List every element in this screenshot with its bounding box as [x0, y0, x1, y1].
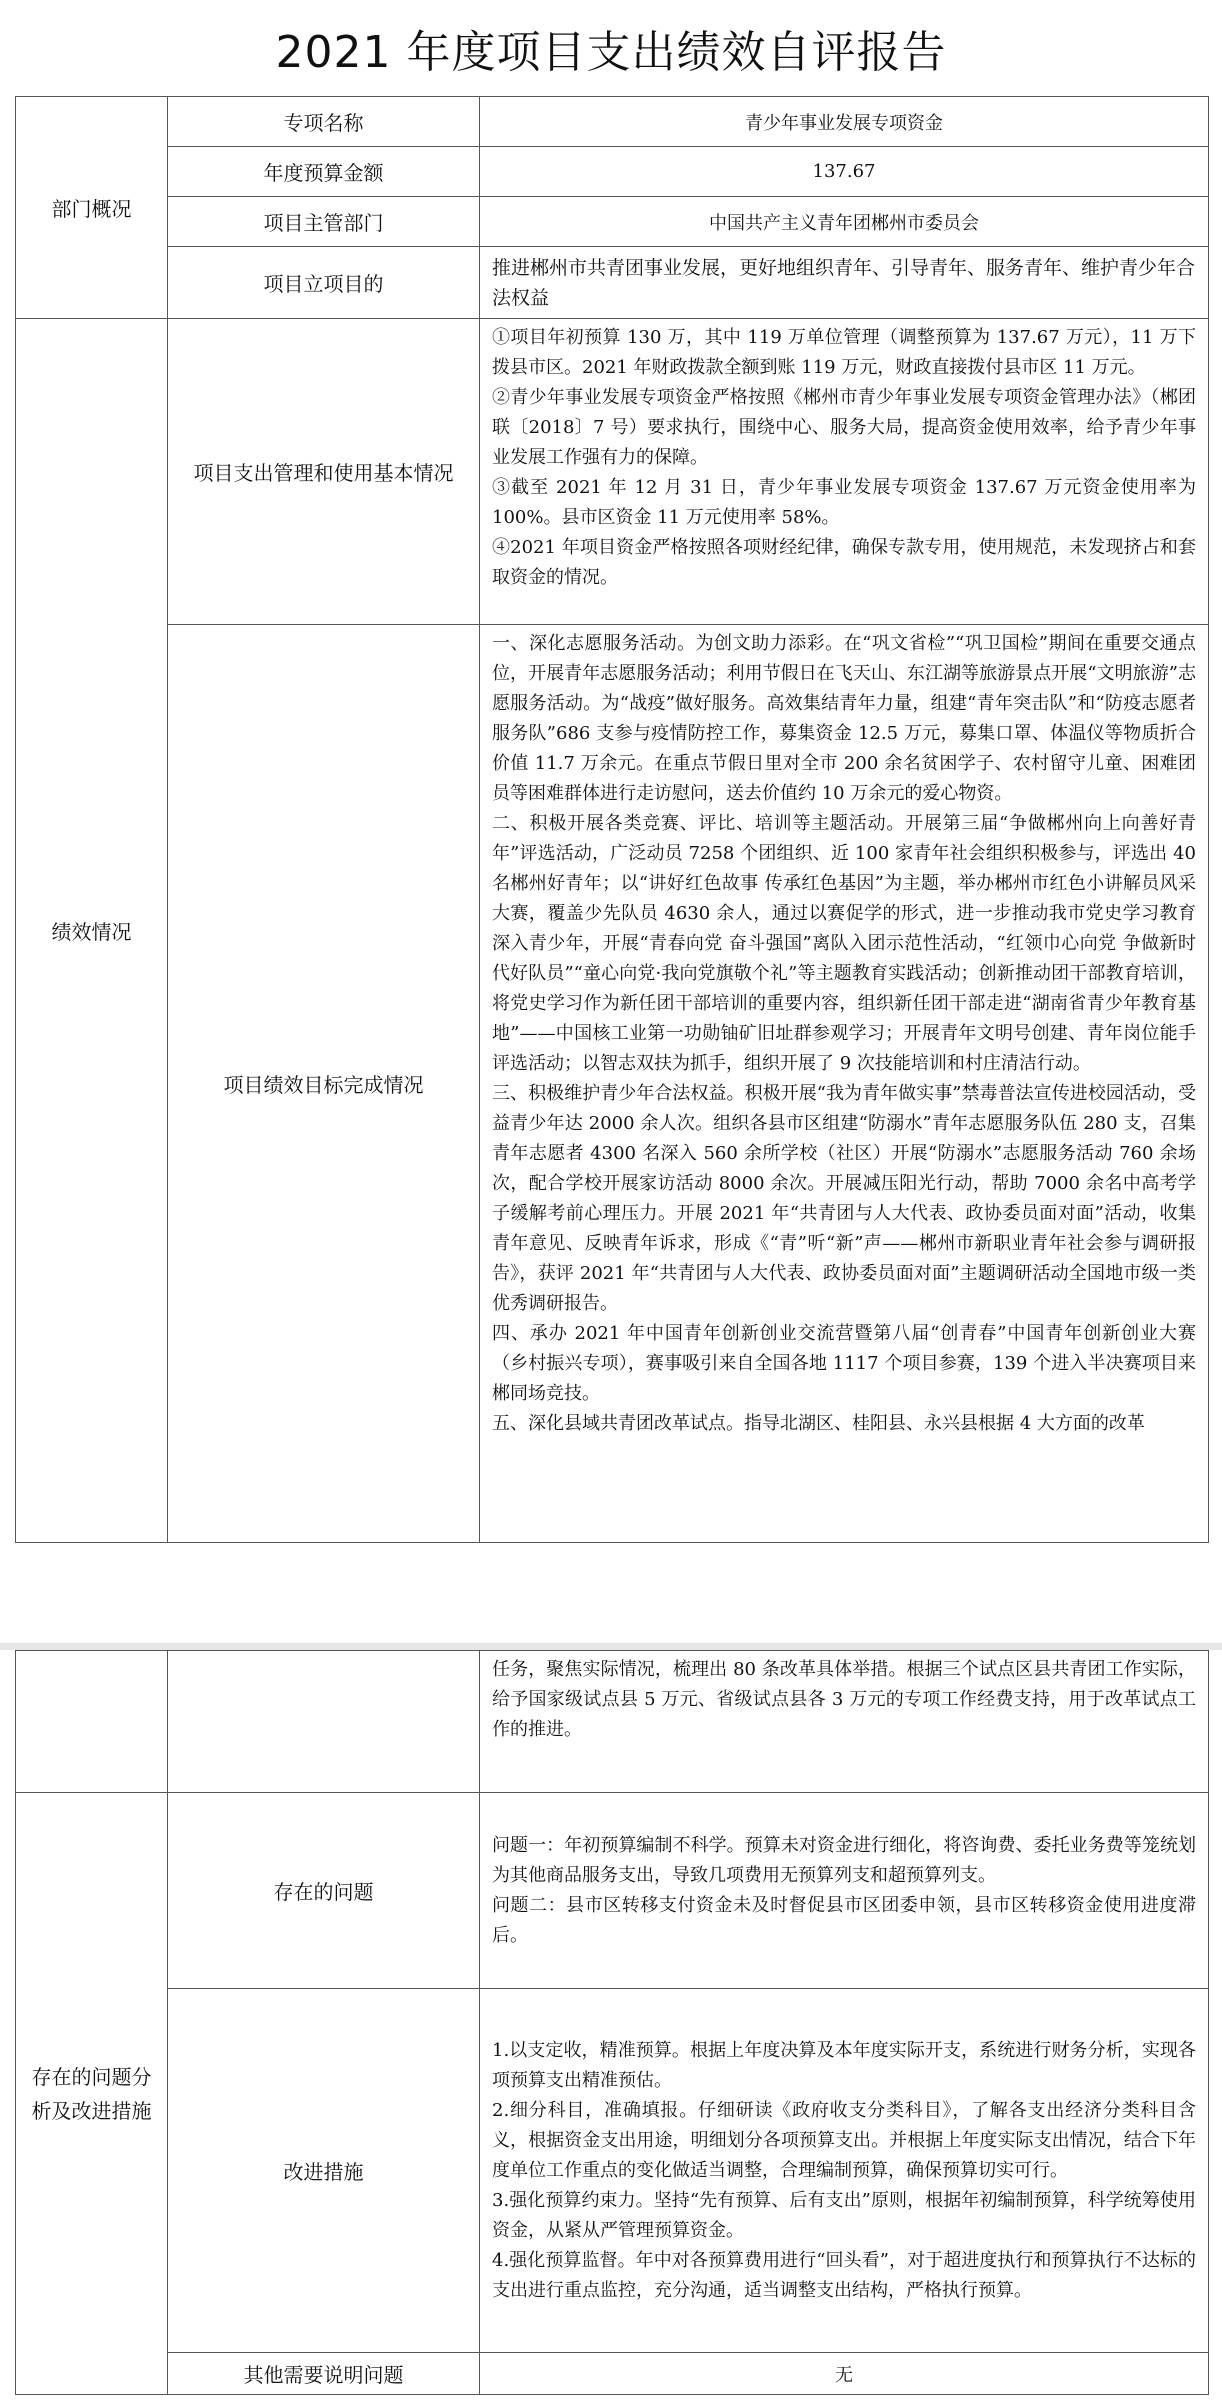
- row-label-purpose: 项目立项目的: [168, 247, 480, 319]
- section-performance-label: 绩效情况: [16, 319, 168, 1543]
- management-paragraph: ③截至 2021 年 12 月 31 日，青少年事业发展专项资金 137.67 万元资金使用率为 100%。县市区资金 11 万元使用率 58%。: [492, 477, 1196, 528]
- table-row: [16, 97, 1209, 147]
- issue-paragraph: 问题二：县市区转移支付资金未及时督促县市区团委申领，县市区转移资金使用进度滞后。: [492, 1894, 1196, 1946]
- targets-paragraph: 三、积极维护青少年合法权益。积极开展“我为青年做实事”禁毒普法宣传进校园活动，受益青少年达 2000 余人次。组织各县市区组建“防溺水”青年志愿服务队伍 280 支，召集青年志愿者 4300 名深入 560 余所学校（社区）开展“防溺水”志愿服务活动 760 余场次，配合学校开展家访活动 8000 余次。开展减压阳光行动，帮助 7000 余名中高考学子缓解考前心理压力。开展 2021 年“共青团与人大代表、政协委员面对面”活动，收集青年意见、反映青年诉求，形成《“青”听“新”声——郴州市新职业青年社会参与调研报告》，获评 2021 年“共青团与人大代表、政协委员面对面”主题调研活动全国地市级一类优秀调研报告。: [492, 1083, 1196, 1314]
- measure-paragraph: 3.强化预算约束力。坚持“先有预算、后有支出”原则，根据年初编制预算，科学统筹使用资金，从紧从严管理预算资金。: [492, 2189, 1196, 2241]
- table-row: [16, 1651, 1209, 1793]
- table-row: [16, 319, 1209, 625]
- table-row: [16, 1793, 1209, 1989]
- row-label-measures: 改进措施: [168, 1989, 480, 2353]
- report-table-part-2: [15, 1650, 1209, 2395]
- targets-paragraph: 一、深化志愿服务活动。为创文助力添彩。在“巩文省检”“巩卫国检”期间在重要交通点位，开展青年志愿服务活动；利用节假日在飞天山、东江湖等旅游景点开展“文明旅游”志愿服务活动。为“战疫”做好服务。高效集结青年力量，组建“青年突击队”和“防疫志愿者服务队”686 支参与疫情防控工作，募集资金 12.5 万元，募集口罩、体温仪等物质折合价值 11.7 万余元。在重点节假日里对全市 200 余名贫困学子、农村留守儿童、困难团员等困难群体进行走访慰问，送去价值约 10 万余元的爱心物资。: [492, 633, 1196, 804]
- row-label-other: 其他需要说明问题: [168, 2353, 480, 2395]
- row-label-management: 项目支出管理和使用基本情况: [168, 319, 480, 625]
- measure-paragraph: 2.细分科目，准确填报。仔细研读《政府收支分类科目》，了解各支出经济分类科目含义，根据资金支出用途，明细划分各项预算支出。并根据上年度实际支出情况，结合下年度单位工作重点的变化做适当调整，合理编制预算，确保预算切实可行。: [492, 2099, 1196, 2181]
- management-paragraph: ①项目年初预算 130 万，其中 119 万单位管理（调整预算为 137.67 万元），11 万下拨县市区。2021 年财政拨款全额到账 119 万元，财政直接拨付县市区 11 万元。: [492, 327, 1196, 378]
- page-break: [0, 1643, 1222, 1650]
- table-row: [16, 247, 1209, 319]
- page-title: 2021 年度项目支出绩效自评报告: [275, 27, 947, 78]
- measure-paragraph: 4.强化预算监督。年中对各预算费用进行“回头看”，对于超进度执行和预算执行不达标的支出进行重点监控，充分沟通，适当调整支出结构，严格执行预算。: [492, 2249, 1196, 2301]
- row-label-project-name: 专项名称: [168, 97, 480, 147]
- table-row: [16, 1989, 1209, 2353]
- measures-content: [480, 1989, 1209, 2353]
- table-row: [16, 147, 1209, 197]
- row-label-budget: 年度预算金额: [168, 147, 480, 197]
- report-table-part-1: [15, 96, 1209, 1543]
- targets-content: [480, 625, 1209, 1543]
- management-content: [480, 319, 1209, 625]
- section-problems-label: 存在的问题分析及改进措施: [16, 1793, 168, 2395]
- row-label-department: 项目主管部门: [168, 197, 480, 247]
- empty-cell: [16, 1651, 168, 1793]
- purpose-value: 推进郴州市共青团事业发展，更好地组织青年、引导青年、服务青年、维护青少年合法权益: [480, 247, 1209, 319]
- management-paragraph: ④2021 年项目资金严格按照各项财经纪律，确保专款专用，使用规范，未发现挤占和套取资金的情况。: [492, 537, 1196, 588]
- table-row: [16, 2353, 1209, 2395]
- project-name-value: 青少年事业发展专项资金: [480, 97, 1209, 147]
- budget-value: 137.67: [480, 147, 1209, 197]
- targets-paragraph: 五、深化县域共青团改革试点。指导北湖区、桂阳县、永兴县根据 4 大方面的改革: [492, 1413, 1145, 1434]
- targets-continuation-cell: [480, 1651, 1209, 1793]
- table-row: [16, 625, 1209, 1543]
- row-label-targets: 项目绩效目标完成情况: [168, 625, 480, 1543]
- empty-cell: [168, 1651, 480, 1793]
- section-overview-label: 部门概况: [16, 97, 168, 319]
- management-paragraph: ②青少年事业发展专项资金严格按照《郴州市青少年事业发展专项资金管理办法》（郴团联〔2018〕7 号）要求执行，围绕中心、服务大局，提高资金使用效率，给予青少年事业发展工作强有力的保障。: [492, 387, 1196, 468]
- targets-paragraph: 二、积极开展各类竞赛、评比、培训等主题活动。开展第三届“争做郴州向上向善好青年”评选活动，广泛动员 7258 个团组织、近 100 家青年社会组织积极参与，评选出 40 名郴州好青年；以“讲好红色故事 传承红色基因”为主题，举办郴州市红色小讲解员风采大赛，覆盖少先队员 4630 余人，通过以赛促学的形式，进一步推动我市党史学习教育深入青少年，开展“青春向党 奋斗强国”离队入团示范性活动，“红领巾心向党 争做新时代好队员”“童心向党·我向党旗敬个礼”等主题教育实践活动；创新推动团干部教育培训，将党史学习作为新任团干部培训的重要内容，组织新任团干部走进“湖南省青少年教育基地”——中国核工业第一功勋铀矿旧址群参观学习；开展青年文明号创建、青年岗位能手评选活动；以智志双扶为抓手，组织开展了 9 次技能培训和村庄清洁行动。: [492, 813, 1196, 1074]
- issues-content: [480, 1793, 1209, 1989]
- measure-paragraph: 1.以支定收，精准预算。根据上年度决算及本年度实际开支，系统进行财务分析，实现各项预算支出精准预估。: [492, 2039, 1196, 2091]
- targets-paragraph: 四、承办 2021 年中国青年创新创业交流营暨第八届“创青春”中国青年创新创业大赛（乡村振兴专项），赛事吸引来自全国各地 1117 个项目参赛，139 个进入半决赛项目来郴同场竞技。: [492, 1323, 1196, 1404]
- targets-continuation: 任务，聚焦实际情况，梳理出 80 条改革具体举措。根据三个试点区县共青团工作实际，给予国家级试点县 5 万元、省级试点县各 3 万元的专项工作经费支持，用于改革试点工作的推进。: [492, 1659, 1196, 1740]
- table-row: [16, 197, 1209, 247]
- issue-paragraph: 问题一：年初预算编制不科学。预算未对资金进行细化，将咨询费、委托业务费等笼统划为其他商品服务支出，导致几项费用无预算列支和超预算列支。: [492, 1834, 1196, 1886]
- department-value: 中国共产主义青年团郴州市委员会: [480, 197, 1209, 247]
- other-value: 无: [480, 2353, 1209, 2395]
- row-label-issues: 存在的问题: [168, 1793, 480, 1989]
